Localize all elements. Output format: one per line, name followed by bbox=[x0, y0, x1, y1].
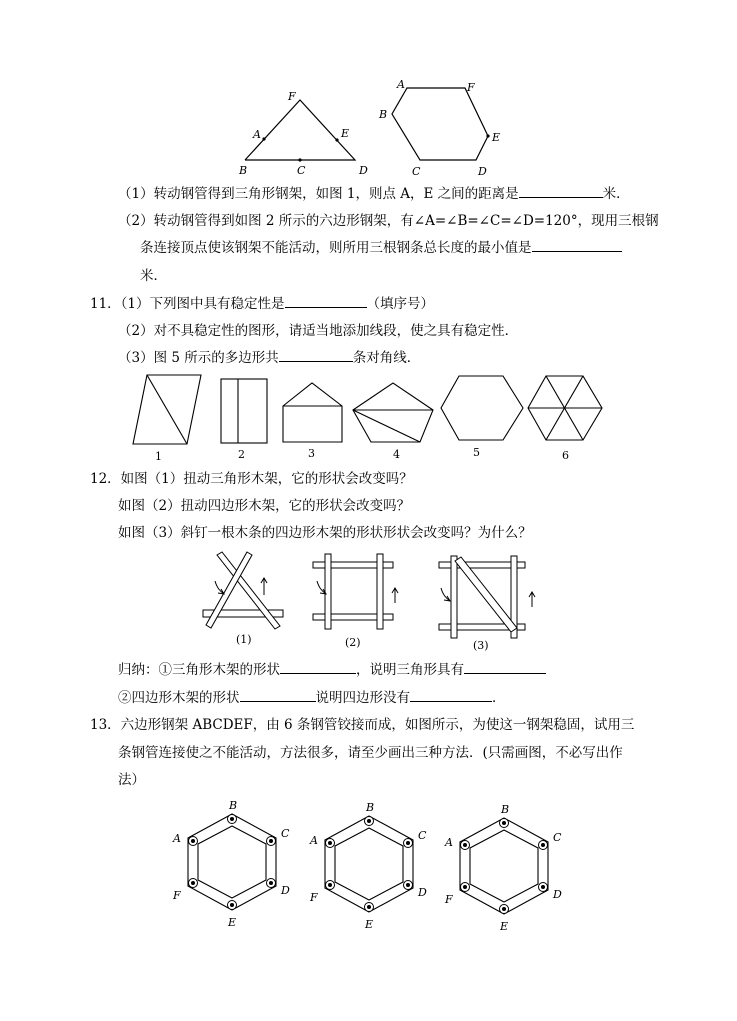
shape-number-4: 4 bbox=[393, 448, 400, 461]
figure-hex-frame-2 bbox=[305, 792, 435, 942]
answer-blank[interactable] bbox=[532, 239, 622, 252]
hex-label-f: F bbox=[467, 81, 475, 94]
hex3-label-b: B bbox=[501, 803, 510, 816]
hex1-label-c: C bbox=[281, 827, 290, 840]
q12-summary-1 bbox=[118, 661, 546, 679]
figure-hexagon bbox=[375, 76, 510, 180]
figure-q11-shapes bbox=[125, 370, 605, 462]
q11-line2: （2）对不具稳定性的图形，请适当地添加线段，使之具有稳定性． bbox=[118, 323, 519, 339]
hex1-label-e: E bbox=[228, 916, 237, 929]
hex-label-b: B bbox=[379, 108, 388, 121]
q10-part2-text: 条连接顶点使该钢架不能活动，则所用三根钢条总长度的最小值是 bbox=[140, 240, 532, 256]
hex3-label-a: A bbox=[445, 836, 453, 849]
hex3-label-d: D bbox=[553, 888, 562, 901]
hex2-label-f: F bbox=[310, 891, 318, 904]
hex3-label-c: C bbox=[553, 831, 562, 844]
shape-number-5: 5 bbox=[473, 446, 480, 459]
q10-part2-line1: （2）转动钢管得到如图 2 所示的六边形钢架，有∠A=∠B=∠C=∠D=120°，现用三根钢 bbox=[118, 213, 659, 229]
q12-line1: 12．如图（1）扭动三角形木架，它的形状会改变吗？ bbox=[90, 471, 413, 487]
hex2-label-b: B bbox=[366, 801, 375, 814]
hex2-label-c: C bbox=[418, 829, 427, 842]
figure-triangle bbox=[230, 88, 375, 180]
q11-line3-text: （3）图 5 所示的多边形共 bbox=[118, 350, 279, 366]
answer-blank[interactable] bbox=[285, 295, 367, 308]
tri-label-c: C bbox=[297, 164, 306, 177]
q11-line3-unit: 条对角线． bbox=[352, 350, 421, 366]
q11-line3 bbox=[118, 349, 420, 367]
q13-line2: 条钢管连接使之不能活动，方法很多，请至少画出三种方法．(只需画图，不必写出作 bbox=[118, 745, 623, 761]
q12-line3: 如图（3）斜钉一根木条的四边形木架的形状形状会改变吗？为什么？ bbox=[118, 525, 532, 541]
q12-line2: 如图（2）扭动四边形木架，它的形状会改变吗？ bbox=[118, 498, 411, 514]
shape-number-2: 2 bbox=[238, 448, 245, 461]
answer-blank[interactable] bbox=[519, 185, 603, 198]
answer-blank[interactable] bbox=[279, 349, 353, 362]
hex-label-e: E bbox=[492, 131, 501, 144]
hex3-label-f: F bbox=[445, 893, 453, 906]
tri-label-a: A bbox=[253, 128, 261, 141]
frame-label-3: (3) bbox=[473, 639, 489, 652]
answer-blank[interactable] bbox=[280, 661, 356, 674]
hex2-label-d: D bbox=[418, 886, 427, 899]
hex3-label-e: E bbox=[500, 920, 509, 933]
hex-label-a: A bbox=[397, 78, 405, 91]
q10-part2-line3: 米． bbox=[140, 268, 167, 284]
hex2-label-a: A bbox=[310, 834, 318, 847]
q10-part1-text: （1）转动钢管得到三角形钢架，如图 1，则点 A，E 之间的距离是 bbox=[118, 186, 519, 202]
figure-wooden-frames bbox=[195, 548, 545, 653]
answer-blank[interactable] bbox=[240, 689, 316, 702]
figure-hex-frame-1 bbox=[168, 790, 298, 940]
q12-summary-1-text: 归纳：①三角形木架的形状 bbox=[118, 662, 280, 678]
q10-part1-unit: 米． bbox=[602, 186, 630, 202]
figure-hex-frame-3 bbox=[440, 794, 575, 944]
answer-blank[interactable] bbox=[464, 661, 546, 674]
hex-label-d: D bbox=[478, 165, 487, 178]
q10-part2-line2 bbox=[140, 239, 622, 257]
tri-label-e: E bbox=[341, 127, 350, 140]
q11-line1-text: 11．（1）下列图中具有稳定性是 bbox=[90, 296, 285, 312]
answer-blank[interactable] bbox=[410, 689, 492, 702]
frame-label-2: (2) bbox=[345, 636, 361, 649]
shape-number-1: 1 bbox=[155, 450, 162, 462]
shape-number-3: 3 bbox=[308, 447, 315, 460]
q11-line1 bbox=[90, 295, 434, 313]
q12-summary-2-mid: 说明四边形没有 bbox=[315, 690, 410, 706]
tri-label-f: F bbox=[288, 90, 296, 103]
q12-summary-2 bbox=[118, 689, 506, 707]
hex2-label-e: E bbox=[365, 918, 374, 931]
q12-summary-2-text: ②四边形木架的形状 bbox=[118, 690, 240, 706]
q13-line3: 法） bbox=[118, 772, 145, 788]
q12-summary-1-mid: ，说明三角形具有 bbox=[356, 662, 464, 678]
q10-part1 bbox=[118, 185, 630, 203]
shape-number-6: 6 bbox=[562, 449, 569, 462]
q12-summary-2-end: ． bbox=[492, 690, 506, 706]
q11-line1-hint: （填序号） bbox=[366, 296, 435, 312]
hex-label-c: C bbox=[412, 165, 421, 178]
tri-label-d: D bbox=[359, 164, 368, 177]
hex1-label-a: A bbox=[173, 832, 181, 845]
tri-label-b: B bbox=[239, 164, 248, 177]
frame-label-1: (1) bbox=[236, 633, 252, 646]
hex1-label-b: B bbox=[229, 799, 238, 812]
hex1-label-f: F bbox=[173, 889, 181, 902]
hex1-label-d: D bbox=[281, 884, 290, 897]
q13-line1: 13．六边形钢架 ABCDEF，由 6 条钢管铰接而成，如图所示，为使这一钢架稳固，试用三 bbox=[90, 717, 635, 733]
